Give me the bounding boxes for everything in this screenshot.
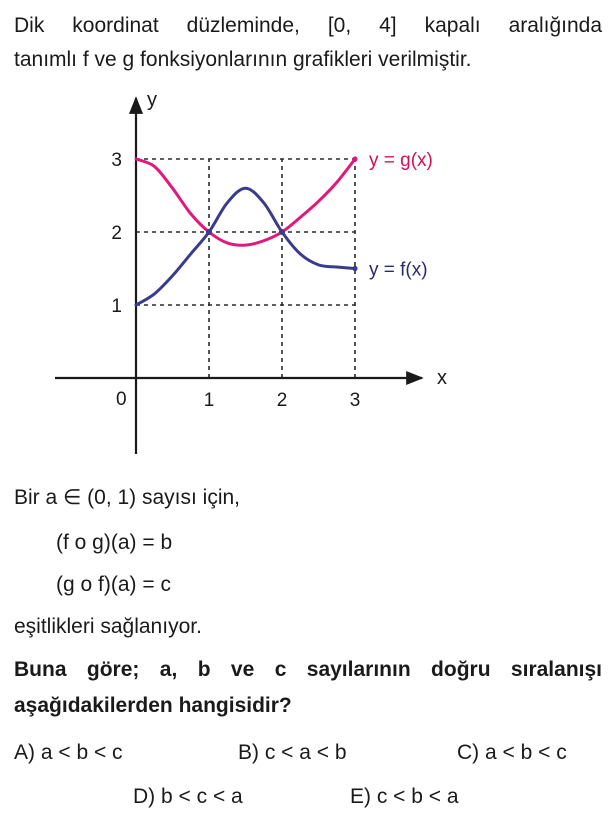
intersection-point: [206, 229, 212, 235]
option-e[interactable]: E) c < b < a: [350, 785, 459, 808]
closing-statement: eşitlikleri sağlanıyor.: [14, 615, 202, 638]
origin-label: 0: [116, 389, 127, 410]
guide-lines: [136, 159, 355, 378]
curve-endpoint: [352, 266, 357, 271]
x-tick-label: 3: [349, 390, 361, 411]
curve-label: y = g(x): [369, 150, 433, 171]
equation-fog: (f o g)(a) = b: [56, 531, 173, 554]
option-d[interactable]: D) b < c < a: [133, 785, 243, 808]
option-c[interactable]: C) a < b < c: [457, 741, 567, 764]
y-tick-label: 2: [111, 223, 122, 244]
question-line-1: Buna göre; a, b ve c sayılarının doğru sıralanışı: [14, 658, 602, 681]
function-graph: [0, 84, 612, 464]
y-tick-label: 1: [111, 296, 122, 317]
y-tick-label: 3: [111, 150, 122, 171]
y-axis-label: y: [147, 89, 157, 111]
tick-labels: [111, 150, 360, 411]
curve-labels: [369, 150, 433, 281]
option-a[interactable]: A) a < b < c: [14, 741, 123, 764]
x-tick-label: 2: [276, 390, 288, 411]
intro-text: [14, 9, 602, 77]
question-text: [14, 652, 602, 724]
intersection-point: [279, 229, 285, 235]
question-line-2: aşağıdakilerden hangisidir?: [14, 694, 292, 717]
option-b[interactable]: B) c < a < b: [238, 741, 347, 764]
intro-line-2: tanımlı f ve g fonksiyonlarının grafikleri verilmiştir.: [14, 48, 472, 71]
graph-svg: [0, 84, 612, 464]
curves: [136, 156, 358, 305]
x-axis-label: x: [437, 367, 447, 389]
equation-gof: (g o f)(a) = c: [56, 573, 171, 596]
curve-label: y = f(x): [369, 259, 428, 281]
given-statement: Bir a ∈ (0, 1) sayısı için,: [14, 486, 241, 509]
curve-endpoint: [352, 156, 357, 161]
x-tick-label: 1: [203, 390, 215, 411]
intro-line-1: Dik koordinat düzleminde, [0, 4] kapalı aralığında: [14, 14, 602, 37]
